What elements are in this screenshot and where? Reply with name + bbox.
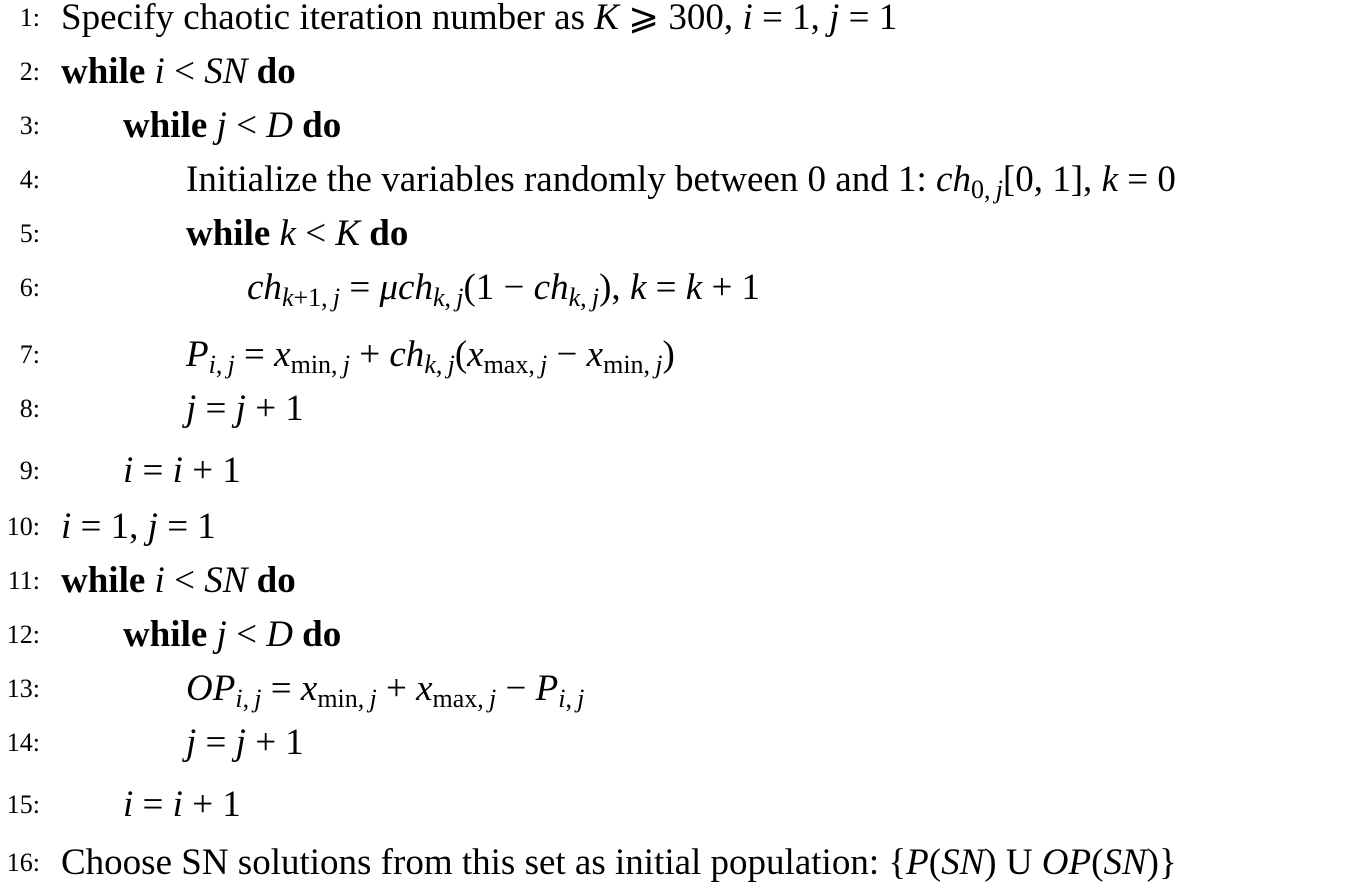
line-number: 4: — [19, 165, 40, 194]
line-text: i = 1, j = 1 — [61, 506, 216, 547]
algorithm-line-11 — [0, 556, 1358, 606]
line-text: Initialize the variables randomly between 0 and 1: $ch_{0, j}[0$, 1], k = 0 — [186, 159, 1176, 204]
line-number: 10: — [6, 512, 40, 541]
line-number: 8: — [19, 394, 40, 423]
algorithm-line-4 — [0, 155, 1358, 205]
line-number: 2: — [19, 57, 40, 86]
line-text: $ch_{k+1, j} = \mu ch_{k, j}(1 - ch_{k, j})$, k = k + 1 — [247, 267, 761, 312]
algorithm-line-2 — [0, 47, 1358, 97]
line-number: 14: — [6, 728, 40, 757]
line-text: Specify chaotic iteration number as K ⩾ 300, i = 1, j = 1 — [61, 0, 898, 38]
line-text: j = j + 1 — [186, 388, 304, 429]
algorithm-line-10 — [0, 502, 1358, 552]
line-number: 7: — [19, 340, 40, 369]
algorithm-line-15 — [0, 780, 1358, 830]
line-text: $OP_{i, j} = x_{min, j} + x_{max, j} - P_{i, j}$ — [186, 668, 585, 713]
line-number: 12: — [6, 620, 40, 649]
line-text: while i < SN do — [61, 51, 296, 92]
algorithm-line-5 — [0, 209, 1358, 259]
line-number: 5: — [19, 219, 40, 248]
line-text: $P_{i, j} = x_{min, j} + ch_{k, j}(x_{max, j} - x_{min, j})$ — [186, 334, 675, 379]
line-text: i = i + 1 — [123, 450, 241, 491]
line-number: 11: — [7, 566, 40, 595]
line-number: 15: — [6, 790, 40, 819]
line-text: j = j + 1 — [186, 722, 304, 763]
algorithm-line-1 — [0, 0, 1358, 43]
algorithm-line-7 — [0, 330, 1358, 380]
line-text: while k < K do — [186, 213, 409, 254]
line-text: i = i + 1 — [123, 784, 241, 825]
line-number: 16: — [6, 848, 40, 877]
line-text: while j < D do — [123, 105, 342, 146]
line-number: 13: — [6, 674, 40, 703]
line-text: Choose SN solutions from this set as initial population: {P(SN) U OP(SN)} — [61, 842, 1177, 883]
algorithm-line-12 — [0, 610, 1358, 660]
line-number: 3: — [19, 111, 40, 140]
line-text: while i < SN do — [61, 560, 296, 601]
line-number: 6: — [19, 273, 40, 302]
algorithm-line-9 — [0, 446, 1358, 496]
algorithm-line-8 — [0, 384, 1358, 434]
line-number: 9: — [19, 456, 40, 485]
algorithm-line-16 — [0, 838, 1358, 888]
algorithm-line-6 — [0, 263, 1358, 313]
algorithm-line-14 — [0, 718, 1358, 768]
algorithm-line-3 — [0, 101, 1358, 151]
line-text: while j < D do — [123, 614, 342, 655]
line-number: 1: — [19, 3, 40, 32]
algorithm-line-13 — [0, 664, 1358, 714]
